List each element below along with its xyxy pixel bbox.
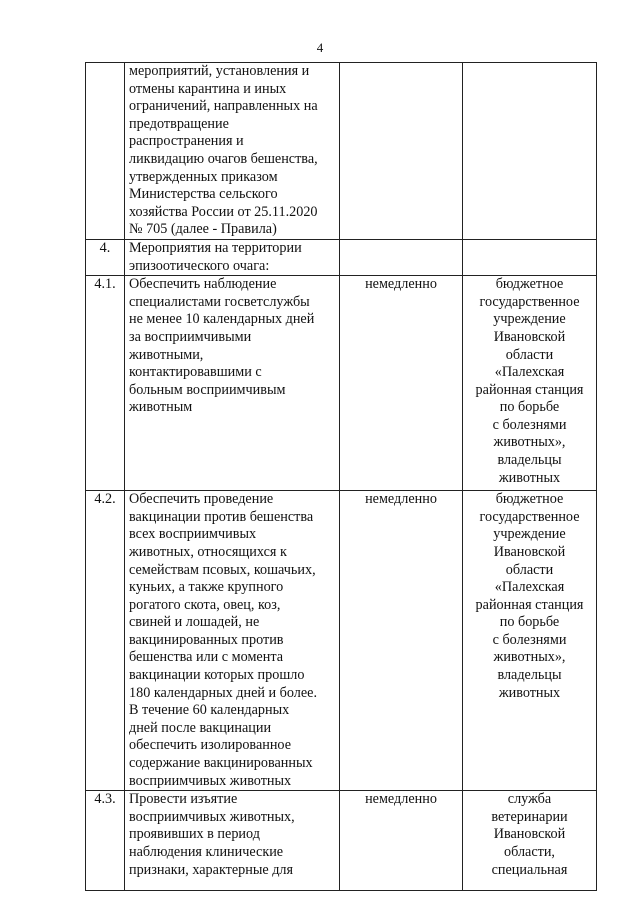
responsible-line: владельцы: [497, 667, 562, 684]
description-line: мероприятий, установления и: [129, 63, 310, 79]
description-line: распространения и: [129, 133, 244, 150]
description-line: признаки, характерные для: [129, 861, 294, 878]
responsible-line: «Палехская: [494, 579, 565, 596]
responsible-line: государственное: [479, 508, 580, 525]
measure-description-cell: [125, 63, 340, 240]
description-line: всех восприимчивых: [129, 526, 257, 543]
description-line: ликвидацию очагов бешенства,: [129, 150, 318, 167]
description-line: дней после вакцинации: [129, 719, 272, 736]
description-line: больным восприимчивым: [129, 381, 286, 398]
description-line: восприимчивых животных,: [129, 808, 295, 825]
description-line: бешенства или с момента: [129, 649, 283, 666]
table-row: [86, 239, 597, 275]
description-line: ограничений, направленных на: [129, 98, 318, 115]
responsible-cell: [463, 239, 597, 275]
description-line: отмены карантина и иных: [129, 80, 287, 97]
description-line: вакцинированных против: [129, 631, 284, 648]
responsible-line: ветеринарии: [491, 808, 568, 825]
responsible-line: по борьбе: [499, 614, 560, 631]
description-line: животным: [129, 399, 193, 416]
responsible-line: районная станция: [475, 596, 584, 613]
responsible-line: животных»,: [493, 434, 566, 451]
description-line: обеспечить изолированное: [129, 737, 291, 754]
responsible-line: животных»,: [493, 649, 566, 666]
measures-table: [85, 62, 597, 891]
description-line: за восприимчивыми: [129, 328, 252, 345]
description-line: хозяйства России от 25.11.2020: [129, 203, 318, 220]
description-line: восприимчивых животных: [129, 772, 292, 789]
responsible-line: области: [505, 346, 554, 363]
description-line: эпизоотического очага:: [129, 257, 270, 274]
deadline-cell: [340, 63, 463, 240]
measures-table-body: [86, 63, 597, 891]
responsible-line: районная станция: [475, 381, 584, 398]
description-line: Обеспечить наблюдение: [129, 276, 277, 293]
responsible-line: по борьбе: [499, 399, 560, 416]
responsible-line: бюджетное: [495, 491, 564, 508]
table-row: [86, 491, 597, 791]
description-line: семействам псовых, кошачьих,: [129, 561, 316, 578]
description-line: свиней и лошадей, не: [129, 614, 260, 631]
description-line: вакцинации которых прошло: [129, 667, 305, 684]
description-line: не менее 10 календарных дней: [129, 311, 315, 328]
table-row: [86, 63, 597, 240]
measure-description-cell: [125, 239, 340, 275]
table-row: [86, 791, 597, 891]
description-line: проявивших в период: [129, 826, 260, 843]
responsible-line: Ивановской: [493, 328, 566, 345]
item-number-cell: 4.: [86, 239, 125, 275]
description-line: содержание вакцинированных: [129, 755, 313, 772]
page-number: 4: [316, 40, 324, 55]
description-line: животных, относящихся к: [129, 543, 287, 560]
description-line: рогатого скота, овец, коз,: [129, 596, 281, 613]
description-line: Обеспечить проведение: [129, 491, 274, 508]
responsible-line: бюджетное: [495, 276, 564, 293]
description-line: № 705 (далее - Правила): [129, 221, 277, 238]
deadline-cell: немедленно: [340, 276, 463, 491]
description-line: утвержденных приказом: [129, 168, 278, 185]
responsible-line: Ивановской: [493, 543, 566, 560]
responsible-line: области: [505, 561, 554, 578]
item-number-cell: [86, 63, 125, 240]
description-line: Провести изъятие: [129, 791, 238, 808]
responsible-line: животных: [498, 469, 561, 486]
responsible-cell: [463, 276, 597, 491]
description-line: Министерства сельского: [129, 186, 278, 203]
item-number-cell: 4.1.: [86, 276, 125, 491]
responsible-line: служба: [507, 791, 552, 808]
description-line: куньих, а также крупного: [129, 579, 284, 596]
responsible-line: животных: [498, 684, 561, 701]
responsible-line: государственное: [479, 293, 580, 310]
responsible-line: с болезнями: [492, 631, 567, 648]
description-line: Мероприятия на территории: [129, 239, 302, 256]
responsible-line: Ивановской: [493, 826, 566, 843]
responsible-line: специальная: [491, 861, 568, 878]
description-line: наблюдения клинические: [129, 844, 284, 860]
description-line: 180 календарных дней и более.: [129, 684, 318, 701]
responsible-cell: [463, 491, 597, 791]
description-line: животными,: [129, 346, 204, 363]
responsible-line: учреждение: [493, 526, 566, 543]
deadline-cell: немедленно: [340, 791, 463, 891]
measure-description-cell: [125, 276, 340, 491]
responsible-line: учреждение: [493, 311, 566, 328]
measure-description-cell: [125, 491, 340, 791]
table-row: [86, 276, 597, 491]
responsible-line: области,: [504, 844, 555, 860]
description-line: В течение 60 календарных: [129, 702, 290, 719]
description-line: контактировавшими с: [129, 364, 262, 381]
measure-description-cell: [125, 791, 340, 891]
deadline-cell: немедленно: [340, 491, 463, 791]
description-line: вакцинации против бешенства: [129, 508, 314, 525]
responsible-line: с болезнями: [492, 416, 567, 433]
responsible-line: владельцы: [497, 452, 562, 469]
responsible-cell: [463, 63, 597, 240]
item-number-cell: 4.3.: [86, 791, 125, 891]
deadline-cell: [340, 239, 463, 275]
description-line: предотвращение: [129, 115, 229, 132]
description-line: специалистами госветслужбы: [129, 293, 310, 310]
item-number-cell: 4.2.: [86, 491, 125, 791]
responsible-line: «Палехская: [494, 364, 565, 381]
responsible-cell: [463, 791, 597, 891]
